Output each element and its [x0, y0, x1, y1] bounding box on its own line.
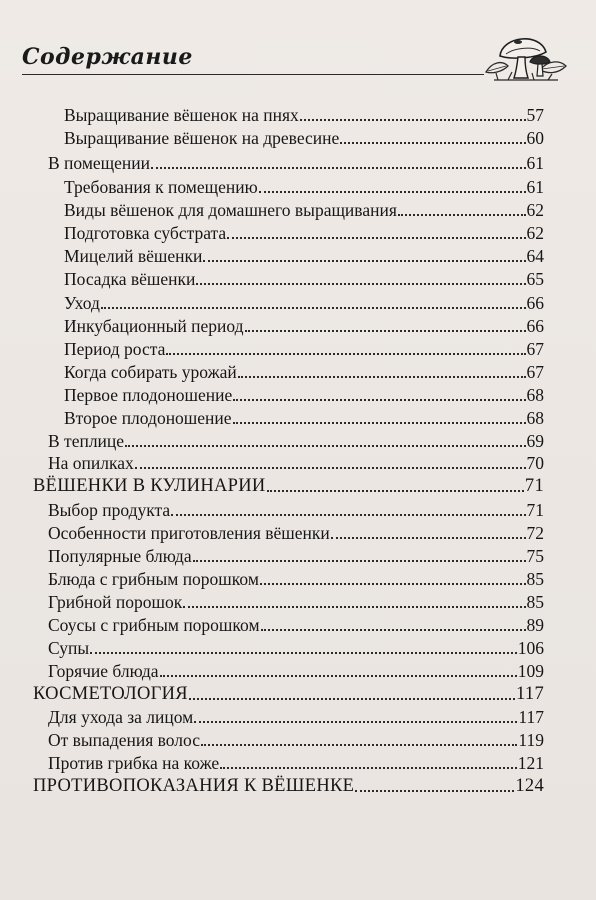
- toc-entry-title: Блюда с грибным порошком: [48, 569, 259, 589]
- dot-leader: [90, 652, 517, 654]
- toc-entry-title: Второе плодоношение: [64, 408, 232, 428]
- toc-entry: [48, 706, 544, 728]
- toc-entry-page: 75: [526, 546, 544, 566]
- toc-entry: [64, 268, 544, 290]
- toc-entry-title: На опилках: [48, 453, 134, 473]
- page-title: Содержание: [22, 44, 193, 70]
- toc-entry-title: В теплице: [48, 431, 125, 451]
- toc-entry-page: 71: [526, 500, 544, 520]
- toc-entry-page: 61: [526, 153, 544, 173]
- dot-leader: [355, 790, 514, 792]
- dot-leader: [189, 698, 515, 700]
- dot-leader: [151, 167, 525, 169]
- toc-entry-page: 70: [526, 453, 544, 473]
- toc-entry-page: 60: [526, 128, 544, 148]
- toc-entry: [48, 522, 544, 544]
- toc-entry: [64, 222, 544, 244]
- toc-entry: [64, 199, 544, 221]
- toc-entry-page: 62: [526, 223, 544, 243]
- toc-entry-page: 117: [516, 684, 544, 704]
- dot-leader: [101, 307, 526, 309]
- toc-entry-title: От выпадения волос: [48, 730, 200, 750]
- toc-entry-page: 66: [526, 316, 544, 336]
- toc-entry: [48, 660, 544, 682]
- toc-section-title: ПРОТИВОПОКАЗАНИЯ К ВЁШЕНКЕ: [33, 776, 355, 796]
- toc-entry: [48, 430, 544, 452]
- toc-entry-title: Посадка вёшенки: [64, 269, 196, 289]
- toc-entry: [48, 452, 544, 474]
- toc-section-title: ВЁШЕНКИ В КУЛИНАРИИ: [33, 476, 266, 496]
- toc-entry-title: В помещении: [48, 153, 151, 173]
- toc-entry-title: Уход: [64, 293, 100, 313]
- toc-entry-title: Когда собирать урожай: [64, 362, 237, 382]
- page-header: [22, 36, 542, 80]
- toc-entry-page: 69: [526, 431, 544, 451]
- toc-entry-page: 57: [526, 105, 544, 125]
- toc-entry-page: 67: [526, 339, 544, 359]
- toc-section: [33, 475, 544, 497]
- toc-section: [33, 775, 544, 797]
- toc-entry-title: Выбор продукта: [48, 500, 171, 520]
- toc-entry: [64, 315, 544, 337]
- dot-leader: [227, 237, 525, 239]
- dot-leader: [171, 514, 525, 516]
- toc-entry: [48, 545, 544, 567]
- toc-entry-title: Соусы с грибным порошком: [48, 615, 260, 635]
- toc-entry-title: Выращивание вёшенок на древесине: [64, 128, 340, 148]
- toc-entry: [64, 384, 544, 406]
- toc-entry-page: 71: [524, 476, 544, 496]
- dot-leader: [183, 606, 525, 608]
- toc-entry: [48, 152, 544, 174]
- toc-entry-page: 72: [526, 523, 544, 543]
- toc-entry-title: Требования к помещению: [64, 177, 258, 197]
- toc-entry-title: Популярные блюда: [48, 546, 192, 566]
- dot-leader: [233, 399, 525, 401]
- toc-entry-page: 67: [526, 362, 544, 382]
- toc-entry: [48, 752, 544, 774]
- dot-leader: [201, 744, 517, 746]
- toc-entry-page: 85: [526, 569, 544, 589]
- toc-entry-title: Первое плодоношение: [64, 385, 233, 405]
- toc-entry-title: Грибной порошок: [48, 592, 183, 612]
- dot-leader: [193, 560, 526, 562]
- toc-entry: [64, 407, 544, 429]
- dot-leader: [196, 283, 525, 285]
- dot-leader: [300, 119, 526, 121]
- toc-entry: [48, 591, 544, 613]
- toc-entry-page: 62: [526, 200, 544, 220]
- dot-leader: [194, 721, 517, 723]
- header-rule: [22, 74, 484, 75]
- toc-entry-title: Мицелий вёшенки: [64, 246, 203, 266]
- toc-entry-title: Горячие блюда: [48, 661, 159, 681]
- toc-entry-title: Особенности приготовления вёшенки: [48, 523, 330, 543]
- toc-entry: [48, 568, 544, 590]
- toc-entry-page: 61: [526, 177, 544, 197]
- dot-leader: [238, 376, 526, 378]
- toc-entry: [48, 614, 544, 636]
- dot-leader: [220, 767, 517, 769]
- dot-leader: [261, 629, 526, 631]
- toc-entry-title: Выращивание вёшенок на пнях: [64, 105, 299, 125]
- toc-entry-title: Супы: [48, 638, 90, 658]
- toc-entry-title: Период роста: [64, 339, 166, 359]
- dot-leader: [245, 330, 526, 332]
- toc-section: [33, 683, 544, 705]
- toc-entry-page: 124: [515, 776, 544, 796]
- toc-entry: [48, 729, 544, 751]
- dot-leader: [340, 142, 525, 144]
- dot-leader: [125, 445, 525, 447]
- toc-section-title: КОСМЕТОЛОГИЯ: [33, 684, 188, 704]
- toc-entry: [64, 104, 544, 126]
- toc-entry-page: 85: [526, 592, 544, 612]
- toc-entry-page: 117: [518, 707, 544, 727]
- dot-leader: [166, 353, 525, 355]
- toc-entry-page: 68: [526, 408, 544, 428]
- toc-entry-page: 68: [526, 385, 544, 405]
- dot-leader: [260, 583, 526, 585]
- dot-leader: [398, 214, 526, 216]
- dot-leader: [259, 191, 526, 193]
- toc-entry-title: Для ухода за лицом: [48, 707, 194, 727]
- toc-entry-title: Инкубационный период: [64, 316, 244, 336]
- toc-entry: [64, 245, 544, 267]
- dot-leader: [331, 537, 526, 539]
- toc-entry-page: 106: [517, 638, 544, 658]
- toc-entry-page: 64: [526, 246, 544, 266]
- mushroom-ornament-icon: [478, 26, 568, 84]
- toc-entry-page: 65: [526, 269, 544, 289]
- dot-leader: [267, 490, 524, 492]
- toc-entry: [64, 338, 544, 360]
- toc-entry-page: 121: [517, 753, 544, 773]
- toc-entry-page: 89: [526, 615, 544, 635]
- dot-leader: [160, 675, 517, 677]
- toc-entry: [48, 637, 544, 659]
- toc-entry: [64, 361, 544, 383]
- toc-entry: [64, 292, 544, 314]
- toc-entry: [64, 176, 544, 198]
- dot-leader: [135, 467, 526, 469]
- toc-entry-title: Против грибка на коже: [48, 753, 220, 773]
- toc-entry: [64, 127, 544, 149]
- toc-entry-page: 66: [526, 293, 544, 313]
- toc-entry-page: 119: [518, 730, 544, 750]
- toc-entry-title: Подготовка субстрата: [64, 223, 227, 243]
- toc-entry-title: Виды вёшенок для домашнего выращивания: [64, 200, 397, 220]
- toc-entry-page: 109: [517, 661, 544, 681]
- toc-entry: [48, 499, 544, 521]
- dot-leader: [233, 422, 526, 424]
- dot-leader: [203, 260, 525, 262]
